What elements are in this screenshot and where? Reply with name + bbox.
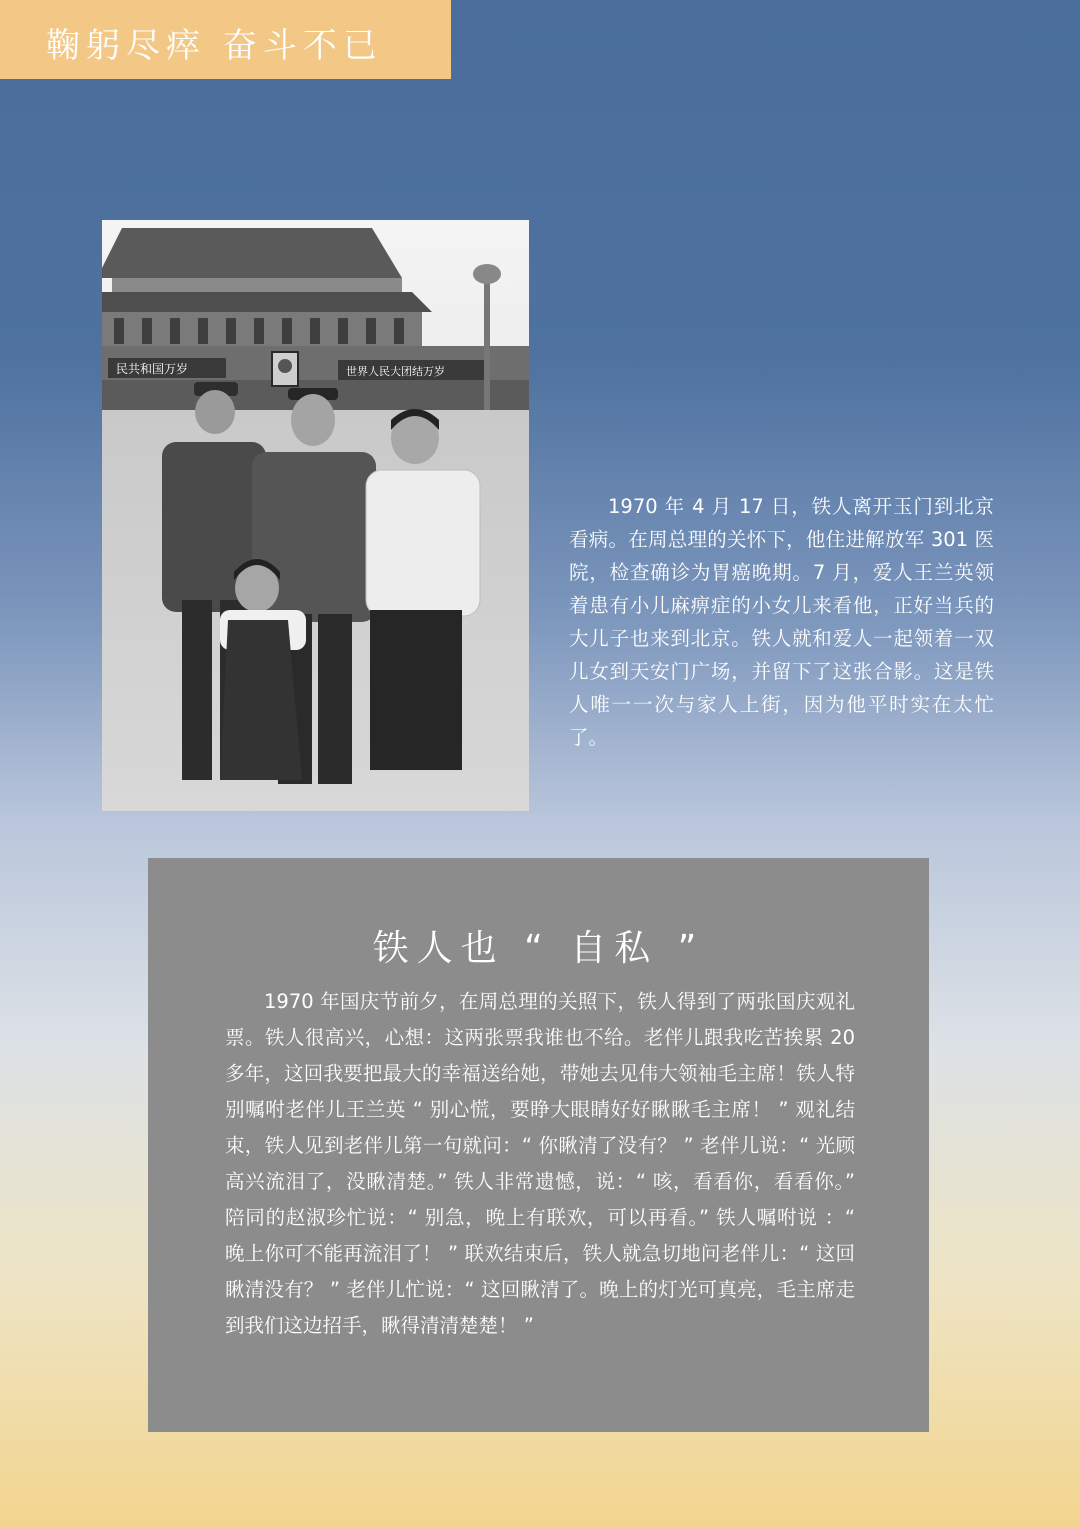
- family-photo-illustration: [102, 220, 529, 811]
- story-panel: [148, 858, 929, 1432]
- banner-left-text: 民共和国万岁: [116, 362, 189, 376]
- photo-caption: 1970 年 4 月 17 日，铁人离开玉门到北京看病。在周总理的关怀下，他住进解放军 301 医院，检查确诊为胃癌晚期。7 月，爱人王兰英领着患有小儿麻痹症的小女儿来看他，正好当兵的大儿子也来到北京。铁人就和爱人一起领着一双儿女到天安门广场，并留下了这张合影。这是铁人唯一一次与家人上街，因为他平时实在太忙了。: [569, 495, 994, 749]
- banner-right-text: 世界人民大团结万岁: [346, 365, 445, 378]
- family-photo: [102, 220, 529, 811]
- story-body: 1970 年国庆节前夕，在周总理的关照下，铁人得到了两张国庆观礼票。铁人很高兴，心想：这两张票我谁也不给。老伴儿跟我吃苦挨累 20 多年，这回我要把最大的幸福送给她，带她去见伟大领袖毛主席！铁人特别嘱咐老伴儿王兰英 “ 别心慌，要睁大眼睛好好瞅瞅毛主席！ ” 观礼结束，铁人见到老伴儿第一句就问：“ 你瞅清了没有？ ” 老伴儿说：“ 光顾高兴流泪了，没瞅清楚。” 铁人非常遗憾，说：“ 咳，看看你，看看你。” 陪同的赵淑珍忙说：“ 别急，晚上有联欢，可以再看。” 铁人嘱咐说 ：“ 晚上你可不能再流泪了！ ” 联欢结束后，铁人就急切地问老伴儿：“ 这回瞅清没有？ ” 老伴儿忙说：“ 这回瞅清了。晚上的灯光可真亮，毛主席走到我们这边招手，瞅得清清楚楚！ ”: [225, 990, 855, 1337]
- section-title: 鞠躬尽瘁 奋斗不已: [46, 26, 383, 66]
- section-title-banner: [0, 0, 451, 79]
- story-title: 铁人也 “ 自私 ”: [372, 928, 705, 969]
